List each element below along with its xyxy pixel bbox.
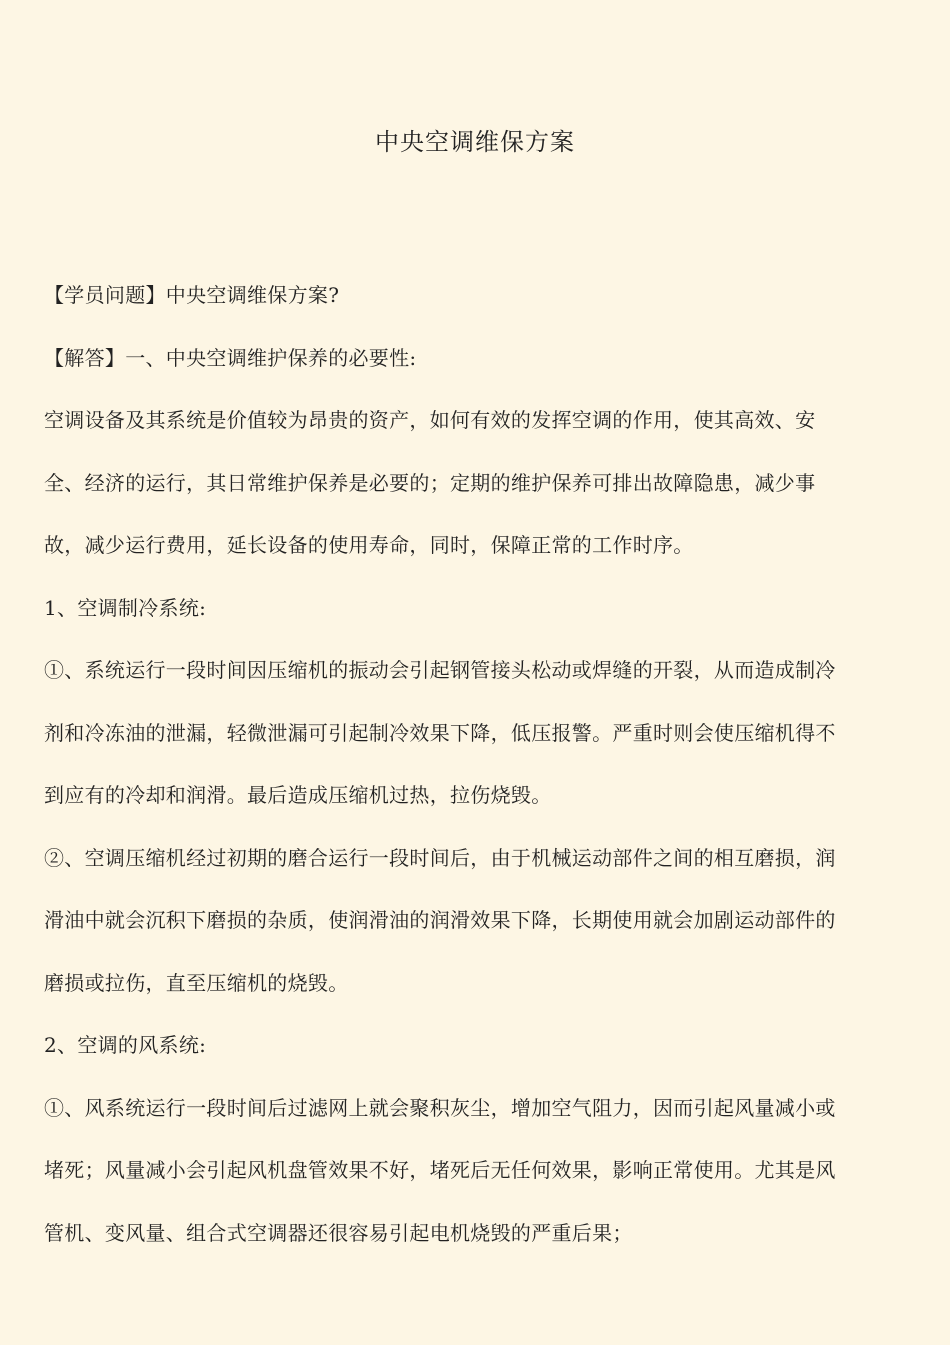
refrigeration-item-1: ①、系统运行一段时间因压缩机的振动会引起钢管接头松动或焊缝的开裂，从而造成制冷剂和冷冻油的泄漏，轻微泄漏可引起制冷效果下降，低压报警。严重时则会使压缩机得不到应有的冷却和润滑。最后造成压缩机过热，拉伤烧毁。 [44,658,836,807]
refrigeration-item-2: ②、空调压缩机经过初期的磨合运行一段时间后，由于机械运动部件之间的相互磨损，润滑油中就会沉积下磨损的杂质，使润滑油的润滑效果下降，长期使用就会加剧运动部件的磨损或拉伤，直至压缩机的烧毁。 [44,845,836,995]
section-heading-air-system: 2、空调的风系统: [44,1033,207,1057]
document-body [44,264,844,1264]
section-heading-refrigeration: 1、空调制冷系统: [44,595,207,620]
air-system-item-1: ①、风系统运行一段时间后过滤网上就会聚积灰尘，增加空气阻力，因而引起风量减小或堵死；风量减小会引起风机盘管效果不好，堵死后无任何效果，影响正常使用。尤其是风管机、变风量、组合式空调器还很容易引起电机烧毁的严重后果； [44,1095,836,1245]
answer-heading-paragraph: 【解答】一、中央空调维护保养的必要性: [44,345,417,370]
intro-paragraph: 空调设备及其系统是价值较为昂贵的资产，如何有效的发挥空调的作用，使其高效、安全、经济的运行，其日常维护保养是必要的；定期的维护保养可排出故障隐患，减少事故，减少运行费用，延长设备的使用寿命，同时，保障正常的工作时序。 [44,408,816,557]
document-title: 中央空调维保方案 [375,128,575,156]
question-paragraph: 【学员问题】中央空调维保方案? [44,283,340,307]
